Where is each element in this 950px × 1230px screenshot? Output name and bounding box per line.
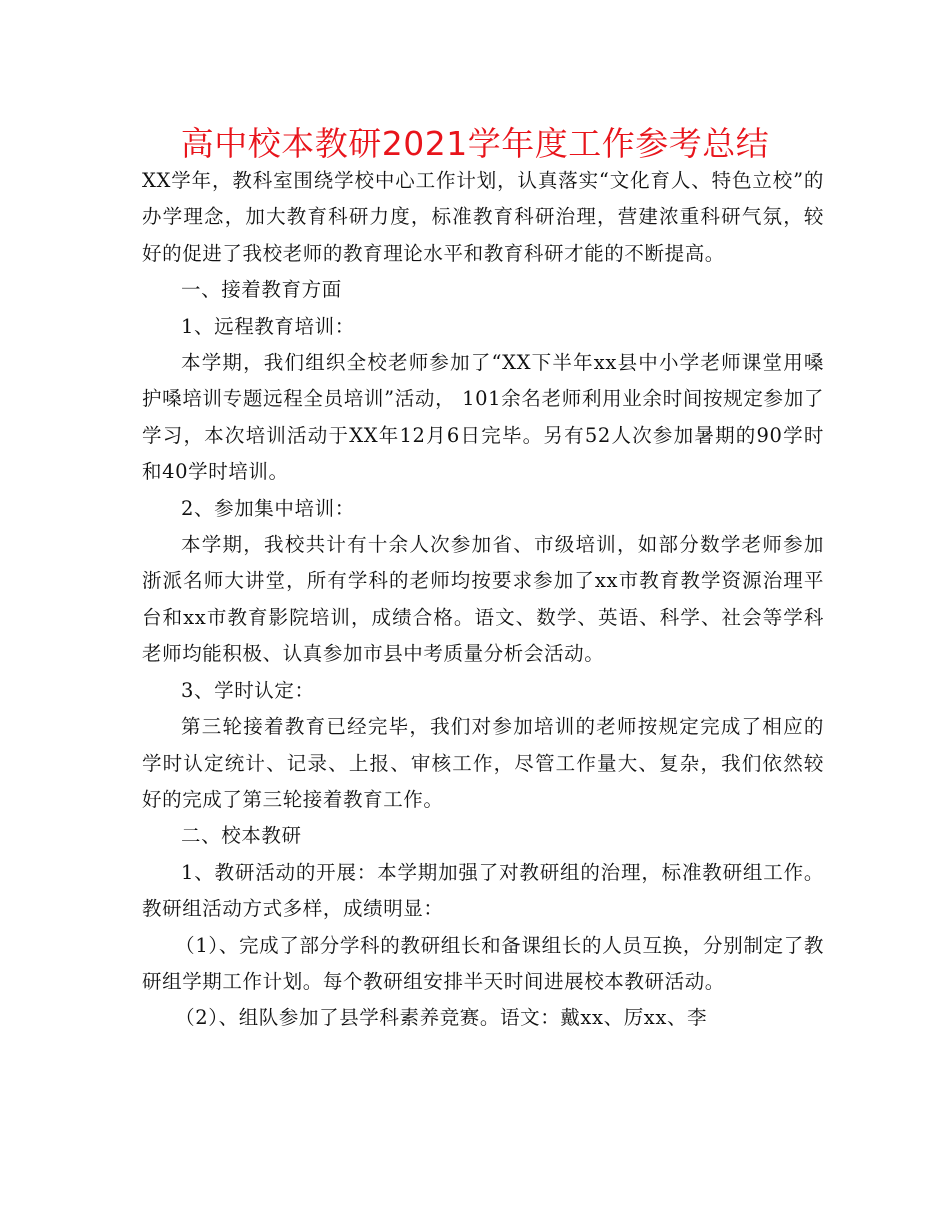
subheading-credit-recognition: 3、学时认定： xyxy=(181,678,315,702)
subheading-centralized-training: 2、参加集中培训： xyxy=(181,496,355,520)
document-body xyxy=(142,163,824,1037)
subheading-remote-training: 1、远程教育培训： xyxy=(181,314,355,338)
intro-paragraph: XX学年，教科室围绕学校中心工作计划，认真落实“文化育人、特色立校”的办学理念，加大教育科研力度，标准教育科研治理，营建浓重科研气氛，较好的促进了我校老师的教育理论水平和教育科研才能的不断提高。 xyxy=(142,169,824,265)
document-title: 高中校本教研2021学年度工作参考总结 xyxy=(180,124,770,163)
section-heading-continuing-education: 一、接着教育方面 xyxy=(181,278,342,302)
credit-recognition-paragraph: 第三轮接着教育已经完毕，我们对参加培训的老师按规定完成了相应的学时认定统计、记录、上报、审核工作，尽管工作量大、复杂，我们依然较好的完成了第三轮接着教育工作。 xyxy=(142,715,824,811)
remote-training-paragraph: 本学期，我们组织全校老师参加了“XX下半年xx县中小学老师课堂用嗓护嗓培训专题远程全员培训”活动， 101余名老师利用业余时间按规定参加了学习，本次培训活动于XX年12月6日完毕。另有52人次参加暑期的90学时和40学时培训。 xyxy=(142,351,824,484)
section-heading-school-research: 二、校本教研 xyxy=(181,824,302,848)
centralized-training-paragraph: 本学期，我校共计有十余人次参加省、市级培训，如部分数学老师参加浙派名师大讲堂，所有学科的老师均按要求参加了xx市教育教学资源治理平台和xx市教育影院培训，成绩合格。语文、数学、英语、科学、社会等学科老师均能积极、认真参加市县中考质量分析会活动。 xyxy=(142,533,824,666)
research-item-2-paragraph: （2）、组队参加了县学科素养竞赛。语文：戴xx、厉xx、李 xyxy=(175,1006,708,1030)
research-activities-paragraph: 1、教研活动的开展：本学期加强了对教研组的治理，标准教研组工作。教研组活动方式多样，成绩明显： xyxy=(142,860,824,921)
research-item-1-paragraph: （1）、完成了部分学科的教研组长和备课组长的人员互换，分别制定了教研组学期工作计划。每个教研组安排半天时间进展校本教研活动。 xyxy=(142,933,824,993)
